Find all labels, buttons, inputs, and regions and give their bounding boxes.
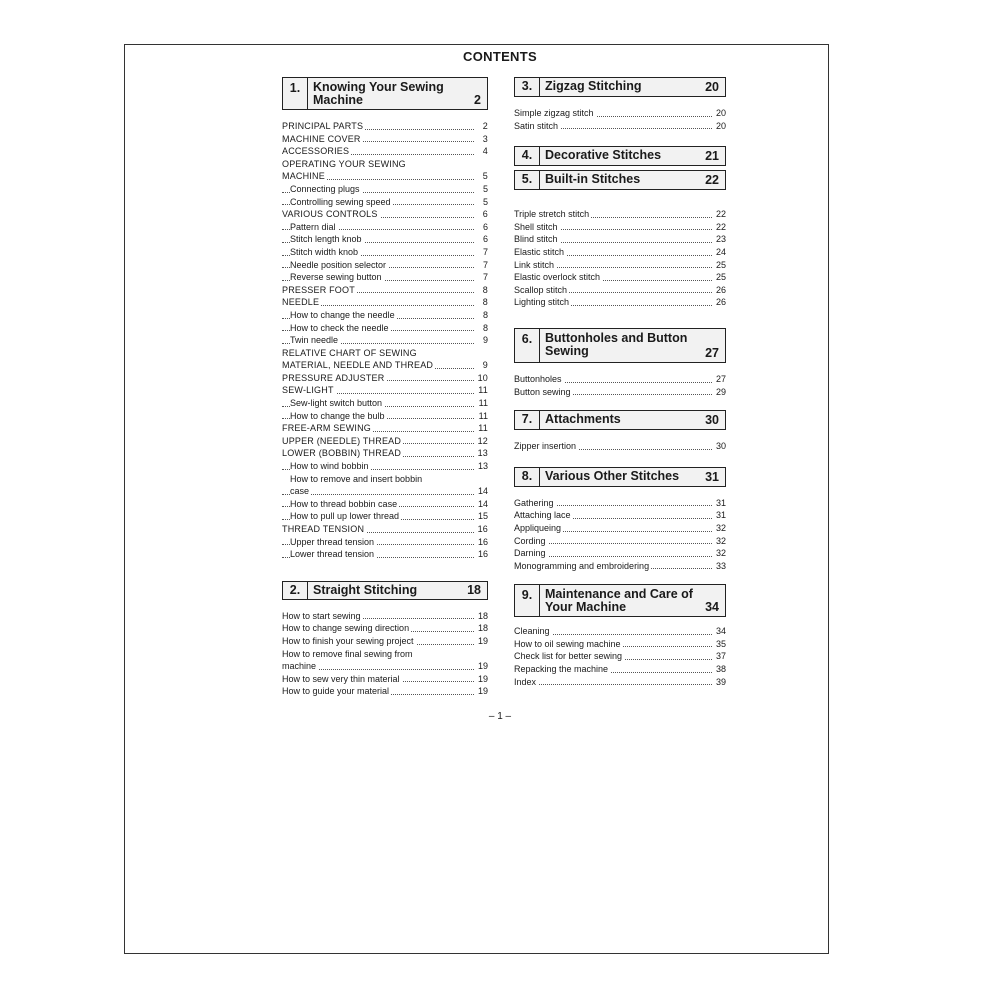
toc-entry-label: How to oil sewing machine	[514, 638, 621, 649]
toc-entry-label: Monogramming and embroidering	[514, 560, 650, 571]
toc-entry-label: SEW-LIGHT	[282, 385, 334, 396]
toc-entry	[514, 221, 726, 234]
section-6	[514, 328, 726, 398]
toc-entry-label: MACHINE	[282, 171, 325, 182]
toc-entry-label: Controlling sewing speed	[290, 196, 391, 207]
section-number: 9.	[515, 585, 540, 616]
toc-entry-label: How to wind bobbin	[290, 461, 369, 472]
section-number: 7.	[515, 411, 540, 429]
section-page: 21	[705, 149, 719, 164]
section-7	[514, 410, 726, 453]
toc-entry	[282, 170, 488, 183]
section-header	[282, 581, 488, 600]
toc-entry-label: Cording	[514, 535, 546, 546]
section-number: 5.	[515, 171, 540, 189]
section-header	[282, 77, 488, 110]
toc-entry-label: How to guide your material	[282, 686, 390, 697]
toc-entry	[514, 233, 726, 246]
toc-entry-label: ACCESSORIES	[282, 146, 350, 157]
toc-entry-page: 10	[477, 372, 488, 383]
page-title: CONTENTS	[463, 49, 537, 64]
toc-entry-page: 13	[477, 461, 488, 472]
section-title: Maintenance and Care of Your Machine	[545, 587, 693, 615]
toc-entry	[282, 660, 488, 673]
toc-entry-page: 14	[477, 486, 488, 497]
toc-entry-page: 19	[477, 635, 488, 646]
section-8	[514, 467, 726, 573]
toc-entry-page: 16	[477, 536, 488, 547]
toc-entry-label: Attaching lace	[514, 510, 571, 521]
toc-entry-page: 29	[715, 386, 726, 397]
toc-entry-page: 5	[482, 171, 488, 182]
toc-entry-page: 20	[715, 108, 726, 118]
entry-list	[282, 610, 488, 698]
toc-entry-page: 9	[482, 335, 488, 346]
entry-list	[514, 107, 726, 132]
toc-entry-label: VARIOUS CONTROLS	[282, 209, 378, 220]
toc-entry-label: Lighting stitch	[514, 297, 570, 308]
toc-entry-page: 39	[715, 676, 726, 687]
toc-entry-page: 12	[477, 435, 488, 446]
toc-entry	[282, 183, 488, 196]
toc-entry-label: UPPER (NEEDLE) THREAD	[282, 435, 402, 446]
right-column	[514, 77, 726, 688]
section-title: Buttonholes and Button Sewing	[545, 330, 688, 358]
toc-entry-page: 19	[477, 661, 488, 672]
toc-entry	[282, 523, 488, 536]
section-4	[514, 146, 726, 166]
toc-entry	[282, 120, 488, 133]
left-column	[282, 77, 488, 698]
toc-entry-page: 26	[715, 284, 726, 295]
toc-entry-page: 37	[715, 651, 726, 662]
toc-entry	[514, 625, 726, 638]
section-number: 4.	[515, 147, 540, 165]
toc-entry	[282, 485, 488, 498]
section-page: 30	[705, 413, 719, 428]
section-2	[282, 581, 488, 698]
toc-entry-page: 22	[715, 209, 726, 220]
toc-entry	[514, 259, 726, 272]
toc-entry-page: 7	[482, 259, 488, 270]
toc-entry	[282, 397, 488, 410]
toc-entry	[514, 522, 726, 535]
toc-entry	[514, 509, 726, 522]
toc-entry	[514, 676, 726, 689]
toc-entry	[514, 246, 726, 259]
toc-entry-page: 7	[482, 246, 488, 257]
toc-entry-page: 8	[482, 322, 488, 333]
toc-entry-page: 8	[482, 284, 488, 295]
toc-entry-label: How to sew very thin material	[282, 673, 400, 684]
toc-entry	[514, 650, 726, 663]
section-number: 6.	[515, 329, 540, 362]
section-header	[514, 170, 726, 190]
toc-entry-page: 34	[715, 626, 726, 637]
toc-entry	[282, 536, 488, 549]
toc-entry-label: Twin needle	[290, 335, 339, 346]
section-header	[514, 77, 726, 97]
toc-entry-label: FREE-ARM SEWING	[282, 423, 372, 434]
toc-entry-page: 23	[715, 234, 726, 245]
section-header	[514, 467, 726, 487]
toc-entry	[514, 560, 726, 573]
toc-entry	[282, 473, 488, 486]
toc-entry-page: 11	[478, 423, 488, 434]
toc-entry	[514, 386, 726, 399]
toc-entry-page: 16	[477, 549, 488, 560]
section-header	[514, 410, 726, 430]
toc-entry-page: 18	[477, 610, 488, 621]
toc-entry-page: 16	[477, 524, 488, 534]
toc-entry-page: 2	[482, 121, 488, 131]
toc-entry-label: PRESSER FOOT	[282, 284, 355, 295]
toc-entry-page: 3	[482, 133, 488, 144]
toc-entry	[282, 145, 488, 158]
toc-entry-label: Upper thread tension	[290, 536, 375, 547]
toc-entry	[282, 510, 488, 523]
toc-entry	[514, 663, 726, 676]
toc-entry-label: PRINCIPAL PARTS	[282, 121, 364, 131]
section-page: 22	[705, 173, 719, 188]
toc-entry-label: How to change the needle	[290, 309, 395, 320]
toc-entry-label: LOWER (BOBBIN) THREAD	[282, 448, 402, 459]
section-title: Built-in Stitches	[545, 172, 641, 187]
toc-entry-label: Darning	[514, 548, 546, 559]
toc-entry-page: 35	[715, 638, 726, 649]
toc-entry-label: Scallop stitch	[514, 284, 568, 295]
section-header	[514, 328, 726, 363]
toc-entry	[282, 334, 488, 347]
section-title: Decorative Stitches	[545, 148, 662, 163]
section-title: Various Other Stitches	[545, 468, 680, 483]
toc-entry	[282, 422, 488, 435]
toc-entry	[282, 233, 488, 246]
toc-entry-page: 32	[715, 535, 726, 546]
toc-entry-page: 33	[715, 560, 726, 571]
toc-entry	[282, 384, 488, 397]
section-page: 18	[467, 582, 481, 597]
toc-entry-label: Cleaning	[514, 626, 550, 637]
toc-entry-label: Blind stitch	[514, 234, 558, 245]
toc-entry-page: 18	[477, 623, 488, 634]
toc-entry	[282, 447, 488, 460]
toc-entry-page: 22	[715, 221, 726, 232]
toc-entry	[282, 498, 488, 511]
toc-entry	[514, 497, 726, 510]
toc-entry-label: Pattern dial	[290, 221, 336, 232]
toc-entry	[514, 284, 726, 297]
toc-entry	[282, 622, 488, 635]
section-title: Straight Stitching	[313, 582, 418, 597]
section-page: 20	[705, 80, 719, 94]
toc-entry-label: Connecting plugs	[290, 183, 360, 194]
section-header	[514, 146, 726, 166]
toc-entry-page: 15	[477, 511, 488, 522]
entry-list	[514, 497, 726, 573]
toc-entry-label: Stitch width knob	[290, 246, 359, 257]
entry-list	[282, 120, 488, 561]
toc-entry-label: How to remove and insert bobbin	[290, 473, 423, 484]
toc-entry-page: 11	[478, 398, 488, 409]
section-3	[514, 77, 726, 132]
toc-entry-label: Index	[514, 676, 537, 687]
entry-list	[514, 440, 726, 453]
toc-entry	[282, 548, 488, 561]
entry-list	[514, 208, 726, 309]
toc-entry-label: Sew-light switch button	[290, 398, 383, 409]
toc-entry-label: How to pull up lower thread	[290, 511, 400, 522]
toc-entry-label: How to thread bobbin case	[290, 498, 398, 509]
toc-entry	[514, 271, 726, 284]
toc-entry-label: NEEDLE	[282, 297, 320, 308]
toc-entry-page: 38	[715, 664, 726, 675]
section-title: Knowing Your Sewing Machine	[313, 80, 444, 107]
section-title: Attachments	[545, 412, 621, 427]
toc-entry-label: How to start sewing	[282, 610, 361, 621]
toc-entry-label: Needle position selector	[290, 259, 387, 270]
toc-entry	[282, 635, 488, 648]
toc-entry-label: MACHINE COVER	[282, 133, 361, 144]
toc-entry	[282, 460, 488, 473]
toc-entry	[282, 208, 488, 221]
toc-entry-label: Button sewing	[514, 386, 571, 397]
toc-entry-label: Reverse sewing button	[290, 272, 382, 283]
toc-entry-page: 25	[715, 272, 726, 283]
toc-entry-page: 24	[715, 246, 726, 257]
toc-entry-label: Gathering	[514, 497, 554, 508]
toc-entry-page: 8	[482, 309, 488, 320]
toc-entry-label: Zipper insertion	[514, 441, 577, 452]
toc-entry-page: 5	[482, 183, 488, 194]
toc-entry-label: THREAD TENSION	[282, 524, 365, 534]
toc-entry	[282, 158, 488, 171]
toc-entry	[282, 196, 488, 209]
dot-leader	[514, 684, 712, 685]
toc-entry	[514, 535, 726, 548]
entry-list	[514, 625, 726, 688]
toc-entry	[282, 372, 488, 385]
entry-list	[514, 373, 726, 398]
section-5	[514, 170, 726, 309]
toc-entry	[282, 435, 488, 448]
section-page: 34	[705, 600, 719, 615]
toc-entry-label: How to change the bulb	[290, 410, 385, 421]
toc-entry-label: How to finish your sewing project	[282, 635, 414, 646]
toc-entry-page: 7	[482, 272, 488, 283]
toc-entry	[514, 638, 726, 651]
toc-entry	[514, 296, 726, 309]
toc-entry	[282, 271, 488, 284]
toc-entry-label: Shell stitch	[514, 221, 558, 232]
toc-entry-page: 6	[482, 209, 488, 220]
toc-entry-page: 31	[715, 497, 726, 508]
section-page: 31	[705, 469, 719, 484]
toc-entry-page: 6	[482, 234, 488, 245]
toc-entry-page: 25	[715, 259, 726, 270]
toc-entry-page: 8	[482, 297, 488, 308]
toc-entry-label: Buttonholes	[514, 373, 562, 384]
section-title: Zigzag Stitching	[545, 79, 642, 93]
toc-entry-page: 19	[477, 673, 488, 684]
toc-entry-label: machine	[282, 661, 317, 672]
toc-entry	[282, 309, 488, 322]
section-number: 2.	[283, 582, 308, 599]
toc-entry	[514, 440, 726, 453]
toc-entry-page: 4	[482, 146, 488, 157]
toc-entry-label: Lower thread tension	[290, 549, 375, 560]
toc-entry-page: 14	[477, 498, 488, 509]
toc-entry-label: PRESSURE ADJUSTER	[282, 372, 385, 383]
toc-entry-label: Repacking the machine	[514, 664, 609, 675]
toc-entry-label: Elastic overlock stitch	[514, 272, 601, 283]
toc-entry-page: 11	[478, 385, 488, 396]
toc-entry-label: Stitch length knob	[290, 234, 362, 245]
toc-entry	[282, 359, 488, 372]
toc-entry	[282, 322, 488, 335]
toc-entry	[282, 296, 488, 309]
toc-entry-label: Check list for better sewing	[514, 651, 623, 662]
toc-entry-page: 32	[715, 522, 726, 533]
toc-entry-page: 26	[715, 297, 726, 308]
toc-entry	[282, 648, 488, 661]
toc-entry	[282, 610, 488, 623]
toc-entry	[282, 347, 488, 360]
toc-entry-page: 19	[477, 686, 488, 697]
toc-entry	[514, 373, 726, 386]
toc-entry	[282, 246, 488, 259]
page-number: – 1 –	[488, 711, 512, 722]
toc-entry	[514, 107, 726, 120]
toc-entry-page: 11	[478, 410, 488, 421]
toc-entry-page: 27	[715, 373, 726, 384]
toc-entry-label: Appliqueing	[514, 522, 562, 533]
section-number: 8.	[515, 468, 540, 486]
toc-entry	[282, 685, 488, 698]
toc-entry-label: How to remove final sewing from	[282, 648, 413, 659]
toc-entry	[282, 673, 488, 686]
section-header	[514, 584, 726, 617]
toc-entry	[282, 284, 488, 297]
toc-entry	[282, 133, 488, 146]
section-page: 27	[705, 345, 719, 360]
toc-entry-page: 30	[715, 441, 726, 452]
toc-entry-page: 31	[715, 510, 726, 521]
toc-entry-page: 5	[482, 196, 488, 207]
section-number: 3.	[515, 78, 540, 96]
toc-entry-page: 13	[477, 448, 488, 459]
toc-entry	[282, 410, 488, 423]
section-number: 1.	[283, 78, 308, 109]
toc-entry-label: How to check the needle	[290, 322, 389, 333]
toc-entry-label: OPERATING YOUR SEWING	[282, 158, 406, 169]
toc-entry-page: 6	[482, 221, 488, 232]
toc-entry-page: 32	[715, 548, 726, 559]
toc-entry-label: Link stitch	[514, 259, 555, 270]
toc-entry	[282, 221, 488, 234]
section-9	[514, 584, 726, 688]
section-1	[282, 77, 488, 561]
toc-entry	[514, 120, 726, 133]
section-page: 2	[474, 93, 481, 107]
toc-entry	[514, 547, 726, 560]
toc-entry-label: Satin stitch	[514, 120, 559, 131]
toc-entry-label: How to change sewing direction	[282, 623, 410, 634]
toc-entry-page: 9	[482, 360, 488, 371]
toc-entry-label: MATERIAL, NEEDLE AND THREAD	[282, 360, 434, 371]
toc-entry-label: case	[290, 486, 310, 497]
toc-entry-label: RELATIVE CHART OF SEWING	[282, 347, 417, 358]
toc-entry-label: Simple zigzag stitch	[514, 108, 594, 118]
toc-entry-label: Elastic stitch	[514, 246, 565, 257]
toc-entry	[282, 259, 488, 272]
toc-entry	[514, 208, 726, 221]
toc-entry-label: Triple stretch stitch	[514, 209, 590, 220]
toc-entry-page: 20	[715, 120, 726, 131]
